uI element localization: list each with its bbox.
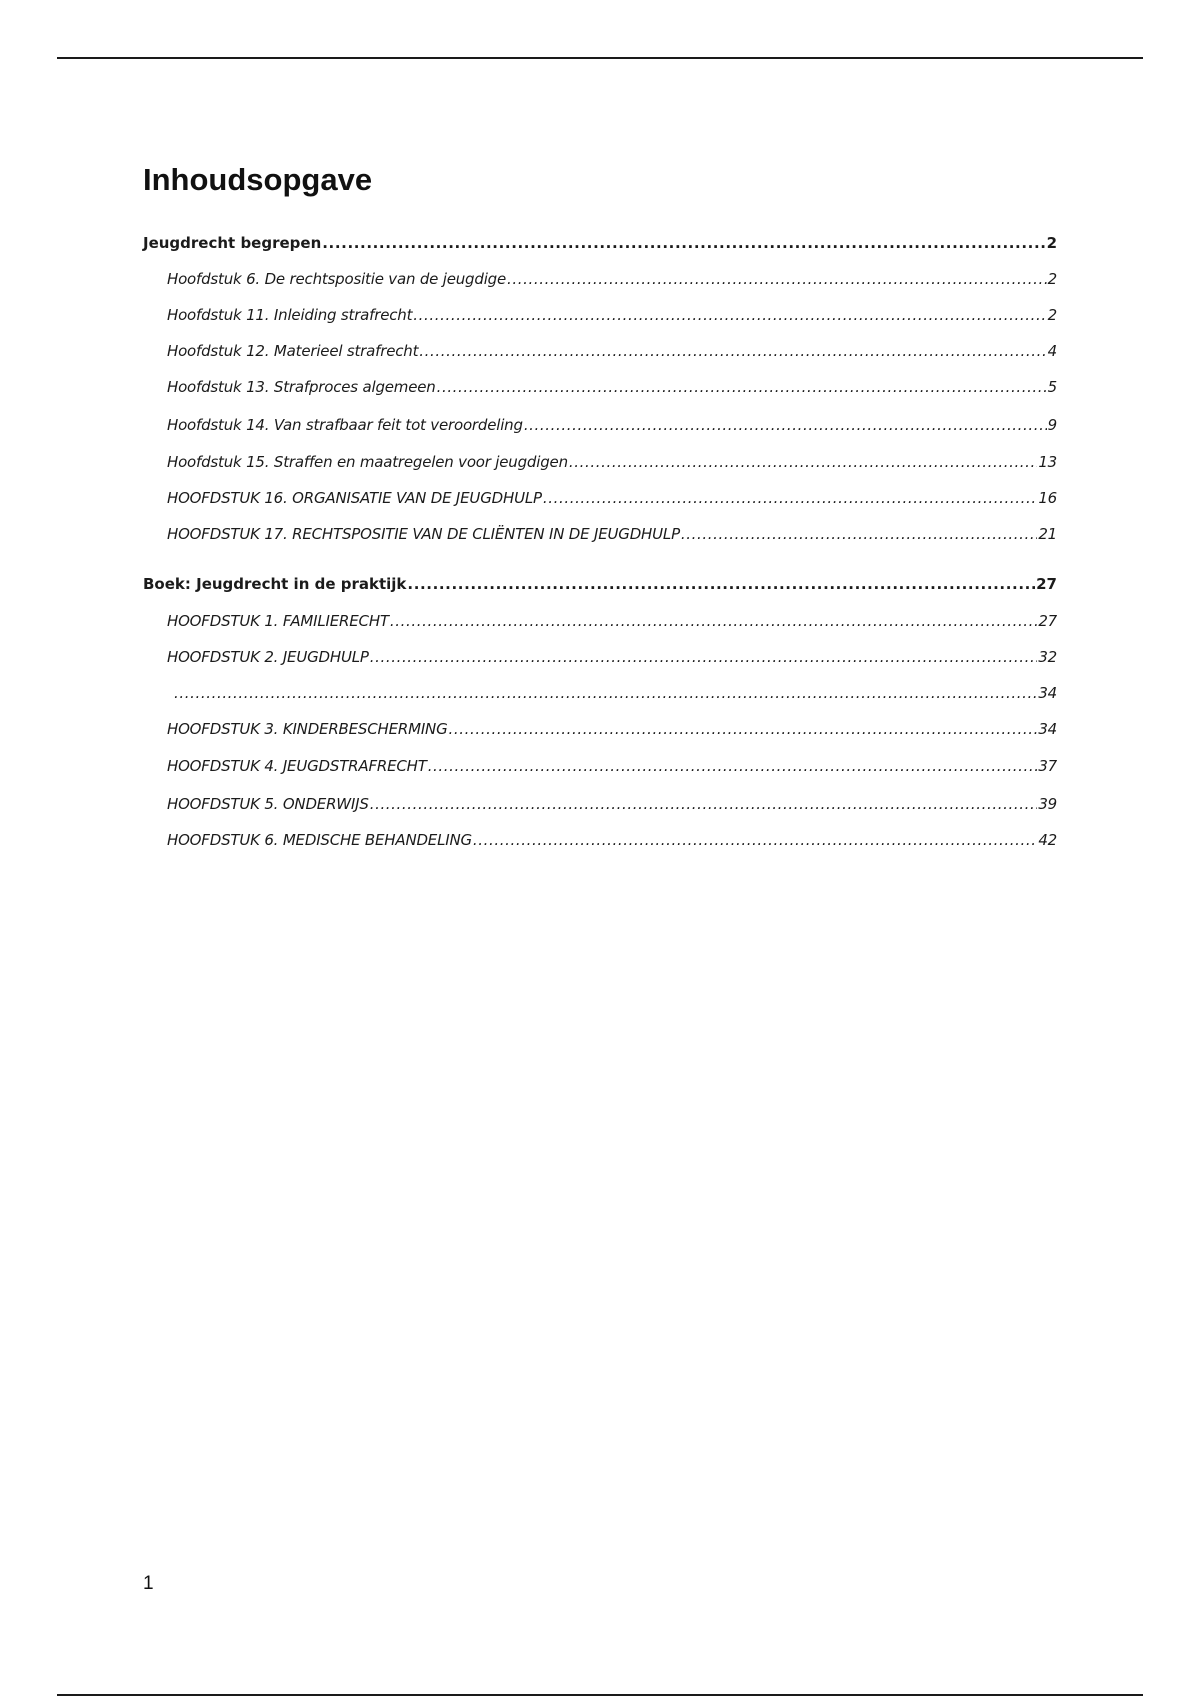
toc-entry-page: 2 [1047, 306, 1057, 324]
toc-entry-label: Hoofdstuk 12. Materieel strafrecht [167, 342, 419, 360]
toc-entry-label: HOOFDSTUK 2. JEUGDHULP [167, 648, 369, 666]
toc-entry-label: Hoofdstuk 6. De rechtspositie van de jeugdige [167, 270, 507, 288]
toc-entry-hoofdstuk-6-medisch[interactable] [167, 829, 1057, 851]
toc-entry-hoofdstuk-15[interactable] [167, 451, 1057, 473]
toc-entry-label: HOOFDSTUK 1. FAMILIERECHT [167, 612, 389, 630]
dot-leader [543, 487, 1037, 509]
toc-entry-label: Jeugdrecht begrepen [143, 234, 322, 252]
toc-entry-page: 27 [1036, 575, 1057, 593]
dot-leader [390, 610, 1037, 632]
dot-leader [370, 793, 1038, 815]
toc-entry-hoofdstuk-4[interactable] [167, 755, 1057, 777]
toc-entry-label: Boek: Jeugdrecht in de praktijk [143, 575, 407, 593]
dot-leader [449, 718, 1038, 740]
toc-entry-label: HOOFDSTUK 6. MEDISCHE BEHANDELING [167, 831, 472, 849]
dot-leader [413, 304, 1046, 326]
toc-entry-boek-jeugdrecht-in-de-praktijk[interactable] [143, 573, 1057, 595]
page-number: 1 [143, 1573, 154, 1594]
toc-entry-untitled[interactable] [173, 682, 1057, 704]
toc-entry-label: HOOFDSTUK 4. JEUGDSTRAFRECHT [167, 757, 427, 775]
toc-entry-label: HOOFDSTUK 17. RECHTSPOSITIE VAN DE CLIËNTEN IN DE JEUGDHULP [167, 525, 680, 543]
toc-entry-label: HOOFDSTUK 5. ONDERWIJS [167, 795, 369, 813]
toc-entry-label: HOOFDSTUK 16. ORGANISATIE VAN DE JEUGDHULP [167, 489, 542, 507]
toc-entry-label: HOOFDSTUK 3. KINDERBESCHERMING [167, 720, 448, 738]
toc-entry-hoofdstuk-2[interactable] [167, 646, 1057, 668]
toc-entry-page: 16 [1038, 489, 1057, 507]
dot-leader [419, 340, 1046, 362]
dot-leader [428, 755, 1038, 777]
toc-entry-hoofdstuk-14[interactable] [167, 414, 1057, 436]
footer-rule [57, 1694, 1143, 1696]
toc-entry-page: 32 [1038, 648, 1057, 666]
toc-entry-page: 37 [1038, 757, 1057, 775]
dot-leader [473, 829, 1037, 851]
toc-entry-page: 34 [1038, 684, 1057, 702]
toc-entry-hoofdstuk-3[interactable] [167, 718, 1057, 740]
toc-entry-page: 42 [1038, 831, 1057, 849]
dot-leader [174, 682, 1037, 704]
dot-leader [437, 376, 1047, 398]
toc-entry-page: 4 [1047, 342, 1057, 360]
toc-entry-page: 5 [1047, 378, 1057, 396]
toc-entry-hoofdstuk-16[interactable] [167, 487, 1057, 509]
toc-entry-page: 34 [1038, 720, 1057, 738]
dot-leader [524, 414, 1047, 436]
toc-entry-label: Hoofdstuk 13. Strafproces algemeen [167, 378, 436, 396]
toc-entry-page: 39 [1038, 795, 1057, 813]
toc-entry-page: 13 [1038, 453, 1057, 471]
toc-entry-page: 9 [1047, 416, 1057, 434]
toc-entry-hoofdstuk-5[interactable] [167, 793, 1057, 815]
toc-entry-hoofdstuk-13[interactable] [167, 376, 1057, 398]
toc-entry-page: 2 [1047, 270, 1057, 288]
dot-leader [507, 268, 1047, 290]
header-rule [57, 57, 1143, 59]
toc-entry-page: 21 [1038, 525, 1057, 543]
dot-leader [569, 451, 1037, 473]
toc-entry-page: 2 [1046, 234, 1057, 252]
toc-entry-jeugdrecht-begrepen[interactable] [143, 232, 1057, 254]
toc-entry-hoofdstuk-12[interactable] [167, 340, 1057, 362]
toc-entry-label: Hoofdstuk 15. Straffen en maatregelen voor jeugdigen [167, 453, 568, 471]
dot-leader [407, 573, 1035, 595]
toc-title: Inhoudsopgave [143, 162, 373, 197]
toc-entry-hoofdstuk-17[interactable] [167, 523, 1057, 545]
toc-entry-label: Hoofdstuk 14. Van strafbaar feit tot veroordeling [167, 416, 523, 434]
dot-leader [322, 232, 1045, 254]
toc-entry-hoofdstuk-1[interactable] [167, 610, 1057, 632]
dot-leader [681, 523, 1037, 545]
toc-entry-hoofdstuk-6[interactable] [167, 268, 1057, 290]
dot-leader [370, 646, 1038, 668]
toc-entry-label: Hoofdstuk 11. Inleiding strafrecht [167, 306, 413, 324]
toc-entry-hoofdstuk-11[interactable] [167, 304, 1057, 326]
toc-entry-page: 27 [1038, 612, 1057, 630]
